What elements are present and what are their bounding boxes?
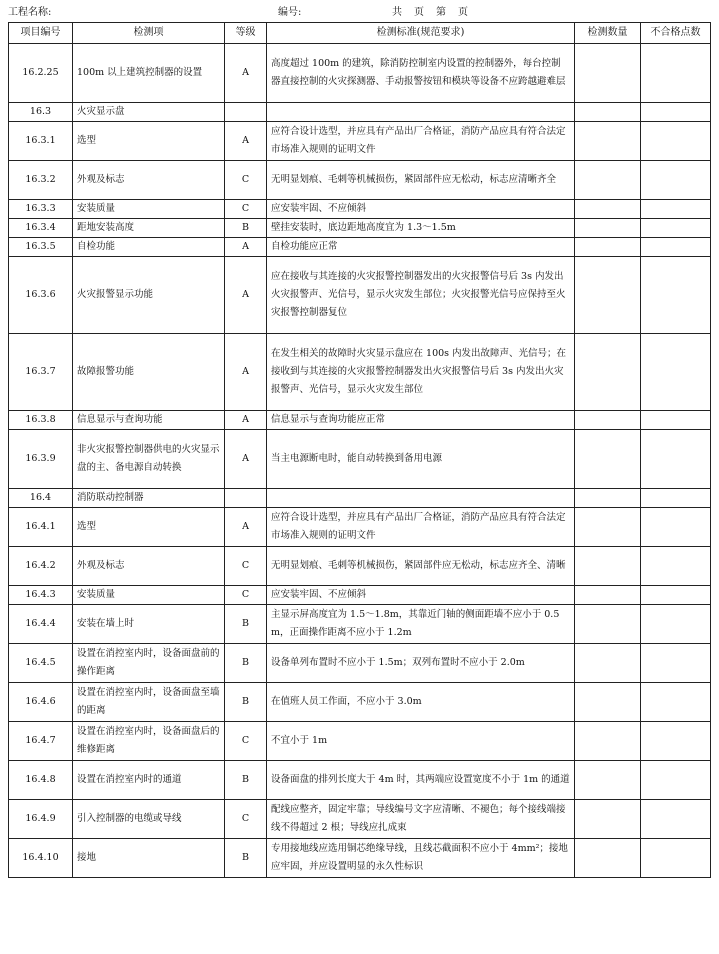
table-row — [9, 605, 711, 644]
quantity-cell[interactable] — [575, 200, 641, 219]
form-header — [0, 6, 719, 20]
failed-points-cell[interactable] — [641, 44, 711, 103]
standard-cell: 自检功能应正常 — [267, 238, 575, 257]
item-number-cell: 16.3.4 — [9, 219, 73, 238]
item-number-cell: 16.4.3 — [9, 586, 73, 605]
inspection-item-cell: 引入控制器的电缆或导线 — [73, 800, 225, 839]
standard-cell: 在发生相关的故障时火灾显示盘应在 100s 内发出故障声、光信号；在接收到与其连接的火灾报警控制器发出火灾报警信号后 3s 内发出火灾报警声、光信号，显示火灾发生部位 — [267, 334, 575, 411]
item-number-cell: 16.2.25 — [9, 44, 73, 103]
failed-points-cell[interactable] — [641, 430, 711, 489]
inspection-item-cell: 自检功能 — [73, 238, 225, 257]
code-label: 编号: — [278, 7, 302, 18]
quantity-cell[interactable] — [575, 839, 641, 878]
table-row — [9, 200, 711, 219]
inspection-item-cell: 安装质量 — [73, 200, 225, 219]
table-row — [9, 257, 711, 334]
item-number-cell: 16.3.8 — [9, 411, 73, 430]
grade-cell: A — [225, 257, 267, 334]
quantity-cell[interactable] — [575, 605, 641, 644]
quantity-cell[interactable] — [575, 722, 641, 761]
inspection-item-cell: 选型 — [73, 122, 225, 161]
quantity-cell[interactable] — [575, 761, 641, 800]
item-number-cell: 16.3.5 — [9, 238, 73, 257]
table-row — [9, 839, 711, 878]
failed-points-cell[interactable] — [641, 334, 711, 411]
item-number-cell: 16.4.2 — [9, 547, 73, 586]
standard-cell: 当主电源断电时，能自动转换到备用电源 — [267, 430, 575, 489]
inspection-item-cell: 选型 — [73, 508, 225, 547]
inspection-item-cell: 设置在消控室内时，设备面盘至墙的距离 — [73, 683, 225, 722]
standard-cell: 不宜小于 1m — [267, 722, 575, 761]
grade-cell — [225, 103, 267, 122]
table-row — [9, 161, 711, 200]
inspection-table — [8, 22, 711, 878]
grade-cell: B — [225, 683, 267, 722]
col-header-standard: 检测标准(规范要求) — [267, 23, 575, 44]
failed-points-cell[interactable] — [641, 489, 711, 508]
grade-cell: A — [225, 44, 267, 103]
table-row — [9, 683, 711, 722]
quantity-cell[interactable] — [575, 103, 641, 122]
table-body — [9, 44, 711, 878]
inspection-item-cell: 100m 以上建筑控制器的设置 — [73, 44, 225, 103]
quantity-cell[interactable] — [575, 430, 641, 489]
table-row — [9, 800, 711, 839]
inspection-item-cell: 设置在消控室内时，设备面盘前的操作距离 — [73, 644, 225, 683]
inspection-item-cell: 设置在消控室内时，设备面盘后的维修距离 — [73, 722, 225, 761]
grade-cell: A — [225, 122, 267, 161]
inspection-item-cell: 消防联动控制器 — [73, 489, 225, 508]
table-row — [9, 122, 711, 161]
failed-points-cell[interactable] — [641, 547, 711, 586]
grade-cell — [225, 489, 267, 508]
table-row — [9, 508, 711, 547]
standard-cell — [267, 489, 575, 508]
item-number-cell: 16.3.2 — [9, 161, 73, 200]
item-number-cell: 16.4.4 — [9, 605, 73, 644]
failed-points-cell[interactable] — [641, 103, 711, 122]
inspection-item-cell: 非火灾报警控制器供电的火灾显示盘的主、备电源自动转换 — [73, 430, 225, 489]
grade-cell: B — [225, 605, 267, 644]
table-row — [9, 430, 711, 489]
item-number-cell: 16.3.6 — [9, 257, 73, 334]
col-header-item: 检测项 — [73, 23, 225, 44]
grade-cell: C — [225, 547, 267, 586]
failed-points-cell[interactable] — [641, 800, 711, 839]
grade-cell: C — [225, 586, 267, 605]
col-header-grade: 等级 — [225, 23, 267, 44]
grade-cell: B — [225, 219, 267, 238]
grade-cell: C — [225, 161, 267, 200]
grade-cell: C — [225, 722, 267, 761]
grade-cell: B — [225, 761, 267, 800]
table-row — [9, 489, 711, 508]
project-name-label: 工程名称: — [8, 7, 52, 18]
grade-cell: B — [225, 644, 267, 683]
failed-points-cell[interactable] — [641, 839, 711, 878]
quantity-cell[interactable] — [575, 411, 641, 430]
item-number-cell: 16.3.1 — [9, 122, 73, 161]
quantity-cell[interactable] — [575, 219, 641, 238]
table-row — [9, 411, 711, 430]
failed-points-cell[interactable] — [641, 122, 711, 161]
grade-cell: A — [225, 508, 267, 547]
standard-cell: 设备面盘的排列长度大于 4m 时，其两端应设置宽度不小于 1m 的通道 — [267, 761, 575, 800]
standard-cell: 应在接收与其连接的火灾报警控制器发出的火灾报警信号后 3s 内发出火灾报警声、光信号，显示火灾发生部位；火灾报警光信号应保持至火灾报警控制器复位 — [267, 257, 575, 334]
quantity-cell[interactable] — [575, 508, 641, 547]
table-row — [9, 219, 711, 238]
grade-cell: A — [225, 238, 267, 257]
failed-points-cell[interactable] — [641, 722, 711, 761]
failed-points-cell[interactable] — [641, 644, 711, 683]
quantity-cell[interactable] — [575, 161, 641, 200]
item-number-cell: 16.3 — [9, 103, 73, 122]
failed-points-cell[interactable] — [641, 605, 711, 644]
table-row — [9, 103, 711, 122]
inspection-item-cell: 安装质量 — [73, 586, 225, 605]
standard-cell: 主显示屏高度宜为 1.5～1.8m，其靠近门轴的侧面距墙不应小于 0.5m，正面操作距离不应小于 1.2m — [267, 605, 575, 644]
quantity-cell[interactable] — [575, 122, 641, 161]
item-number-cell: 16.3.9 — [9, 430, 73, 489]
failed-points-cell[interactable] — [641, 586, 711, 605]
quantity-cell[interactable] — [575, 683, 641, 722]
item-number-cell: 16.3.3 — [9, 200, 73, 219]
item-number-cell: 16.4.5 — [9, 644, 73, 683]
item-number-cell: 16.4.7 — [9, 722, 73, 761]
quantity-cell[interactable] — [575, 644, 641, 683]
standard-cell: 应符合设计选型，并应具有产品出厂合格证，消防产品应具有符合法定市场准入规则的证明文件 — [267, 122, 575, 161]
quantity-cell[interactable] — [575, 44, 641, 103]
col-header-quantity: 检测数量 — [575, 23, 641, 44]
failed-points-cell[interactable] — [641, 200, 711, 219]
table-row — [9, 334, 711, 411]
inspection-item-cell: 火灾显示盘 — [73, 103, 225, 122]
quantity-cell[interactable] — [575, 489, 641, 508]
item-number-cell: 16.4.6 — [9, 683, 73, 722]
table-row — [9, 238, 711, 257]
quantity-cell[interactable] — [575, 257, 641, 334]
standard-cell: 应安装牢固、不应倾斜 — [267, 586, 575, 605]
table-row — [9, 644, 711, 683]
grade-cell: A — [225, 411, 267, 430]
quantity-cell[interactable] — [575, 586, 641, 605]
grade-cell: C — [225, 200, 267, 219]
standard-cell: 壁挂安装时，底边距地高度宜为 1.3～1.5m — [267, 219, 575, 238]
item-number-cell: 16.4 — [9, 489, 73, 508]
standard-cell: 在值班人员工作面，不应小于 3.0m — [267, 683, 575, 722]
table-header-row — [9, 23, 711, 44]
standard-cell: 专用接地线应选用铜芯绝缘导线，且线芯截面积不应小于 4mm²；接地应牢固，并应设置明显的永久性标识 — [267, 839, 575, 878]
inspection-item-cell: 安装在墙上时 — [73, 605, 225, 644]
quantity-cell[interactable] — [575, 800, 641, 839]
item-number-cell: 16.4.1 — [9, 508, 73, 547]
inspection-item-cell: 接地 — [73, 839, 225, 878]
failed-points-cell[interactable] — [641, 761, 711, 800]
standard-cell: 应符合设计选型，并应具有产品出厂合格证，消防产品应具有符合法定市场准入规则的证明文件 — [267, 508, 575, 547]
grade-cell: A — [225, 334, 267, 411]
table-row — [9, 722, 711, 761]
grade-cell: B — [225, 839, 267, 878]
table-row — [9, 586, 711, 605]
failed-points-cell[interactable] — [641, 219, 711, 238]
table-row — [9, 761, 711, 800]
standard-cell — [267, 103, 575, 122]
grade-cell: A — [225, 430, 267, 489]
table-row — [9, 44, 711, 103]
failed-points-cell[interactable] — [641, 411, 711, 430]
inspection-item-cell: 外观及标志 — [73, 547, 225, 586]
standard-cell: 设备单列布置时不应小于 1.5m；双列布置时不应小于 2.0m — [267, 644, 575, 683]
item-number-cell: 16.4.9 — [9, 800, 73, 839]
standard-cell: 配线应整齐，固定牢靠；导线编号文字应清晰、不褪色；每个接线端接线不得超过 2 根；导线应扎成束 — [267, 800, 575, 839]
standard-cell: 无明显划痕、毛刺等机械损伤，紧固部件应无松动，标志应清晰齐全 — [267, 161, 575, 200]
item-number-cell: 16.4.10 — [9, 839, 73, 878]
col-header-failed-points: 不合格点数 — [641, 23, 711, 44]
failed-points-cell[interactable] — [641, 683, 711, 722]
standard-cell: 无明显划痕、毛刺等机械损伤，紧固部件应无松动，标志应齐全、清晰 — [267, 547, 575, 586]
table-row — [9, 547, 711, 586]
inspection-item-cell: 距地安装高度 — [73, 219, 225, 238]
inspection-item-cell: 信息显示与查询功能 — [73, 411, 225, 430]
quantity-cell[interactable] — [575, 334, 641, 411]
item-number-cell: 16.3.7 — [9, 334, 73, 411]
failed-points-cell[interactable] — [641, 508, 711, 547]
page-count-label: 共 页 第 页 — [392, 7, 469, 18]
standard-cell: 应安装牢固、不应倾斜 — [267, 200, 575, 219]
failed-points-cell[interactable] — [641, 161, 711, 200]
col-header-item-no: 项目编号 — [9, 23, 73, 44]
quantity-cell[interactable] — [575, 547, 641, 586]
inspection-item-cell: 外观及标志 — [73, 161, 225, 200]
failed-points-cell[interactable] — [641, 238, 711, 257]
inspection-item-cell: 故障报警功能 — [73, 334, 225, 411]
failed-points-cell[interactable] — [641, 257, 711, 334]
inspection-item-cell: 设置在消控室内时的通道 — [73, 761, 225, 800]
standard-cell: 信息显示与查询功能应正常 — [267, 411, 575, 430]
inspection-item-cell: 火灾报警显示功能 — [73, 257, 225, 334]
grade-cell: C — [225, 800, 267, 839]
standard-cell: 高度超过 100m 的建筑，除消防控制室内设置的控制器外，每台控制器直接控制的火灾探测器、手动报警按钮和模块等设备不应跨越避难层 — [267, 44, 575, 103]
item-number-cell: 16.4.8 — [9, 761, 73, 800]
quantity-cell[interactable] — [575, 238, 641, 257]
